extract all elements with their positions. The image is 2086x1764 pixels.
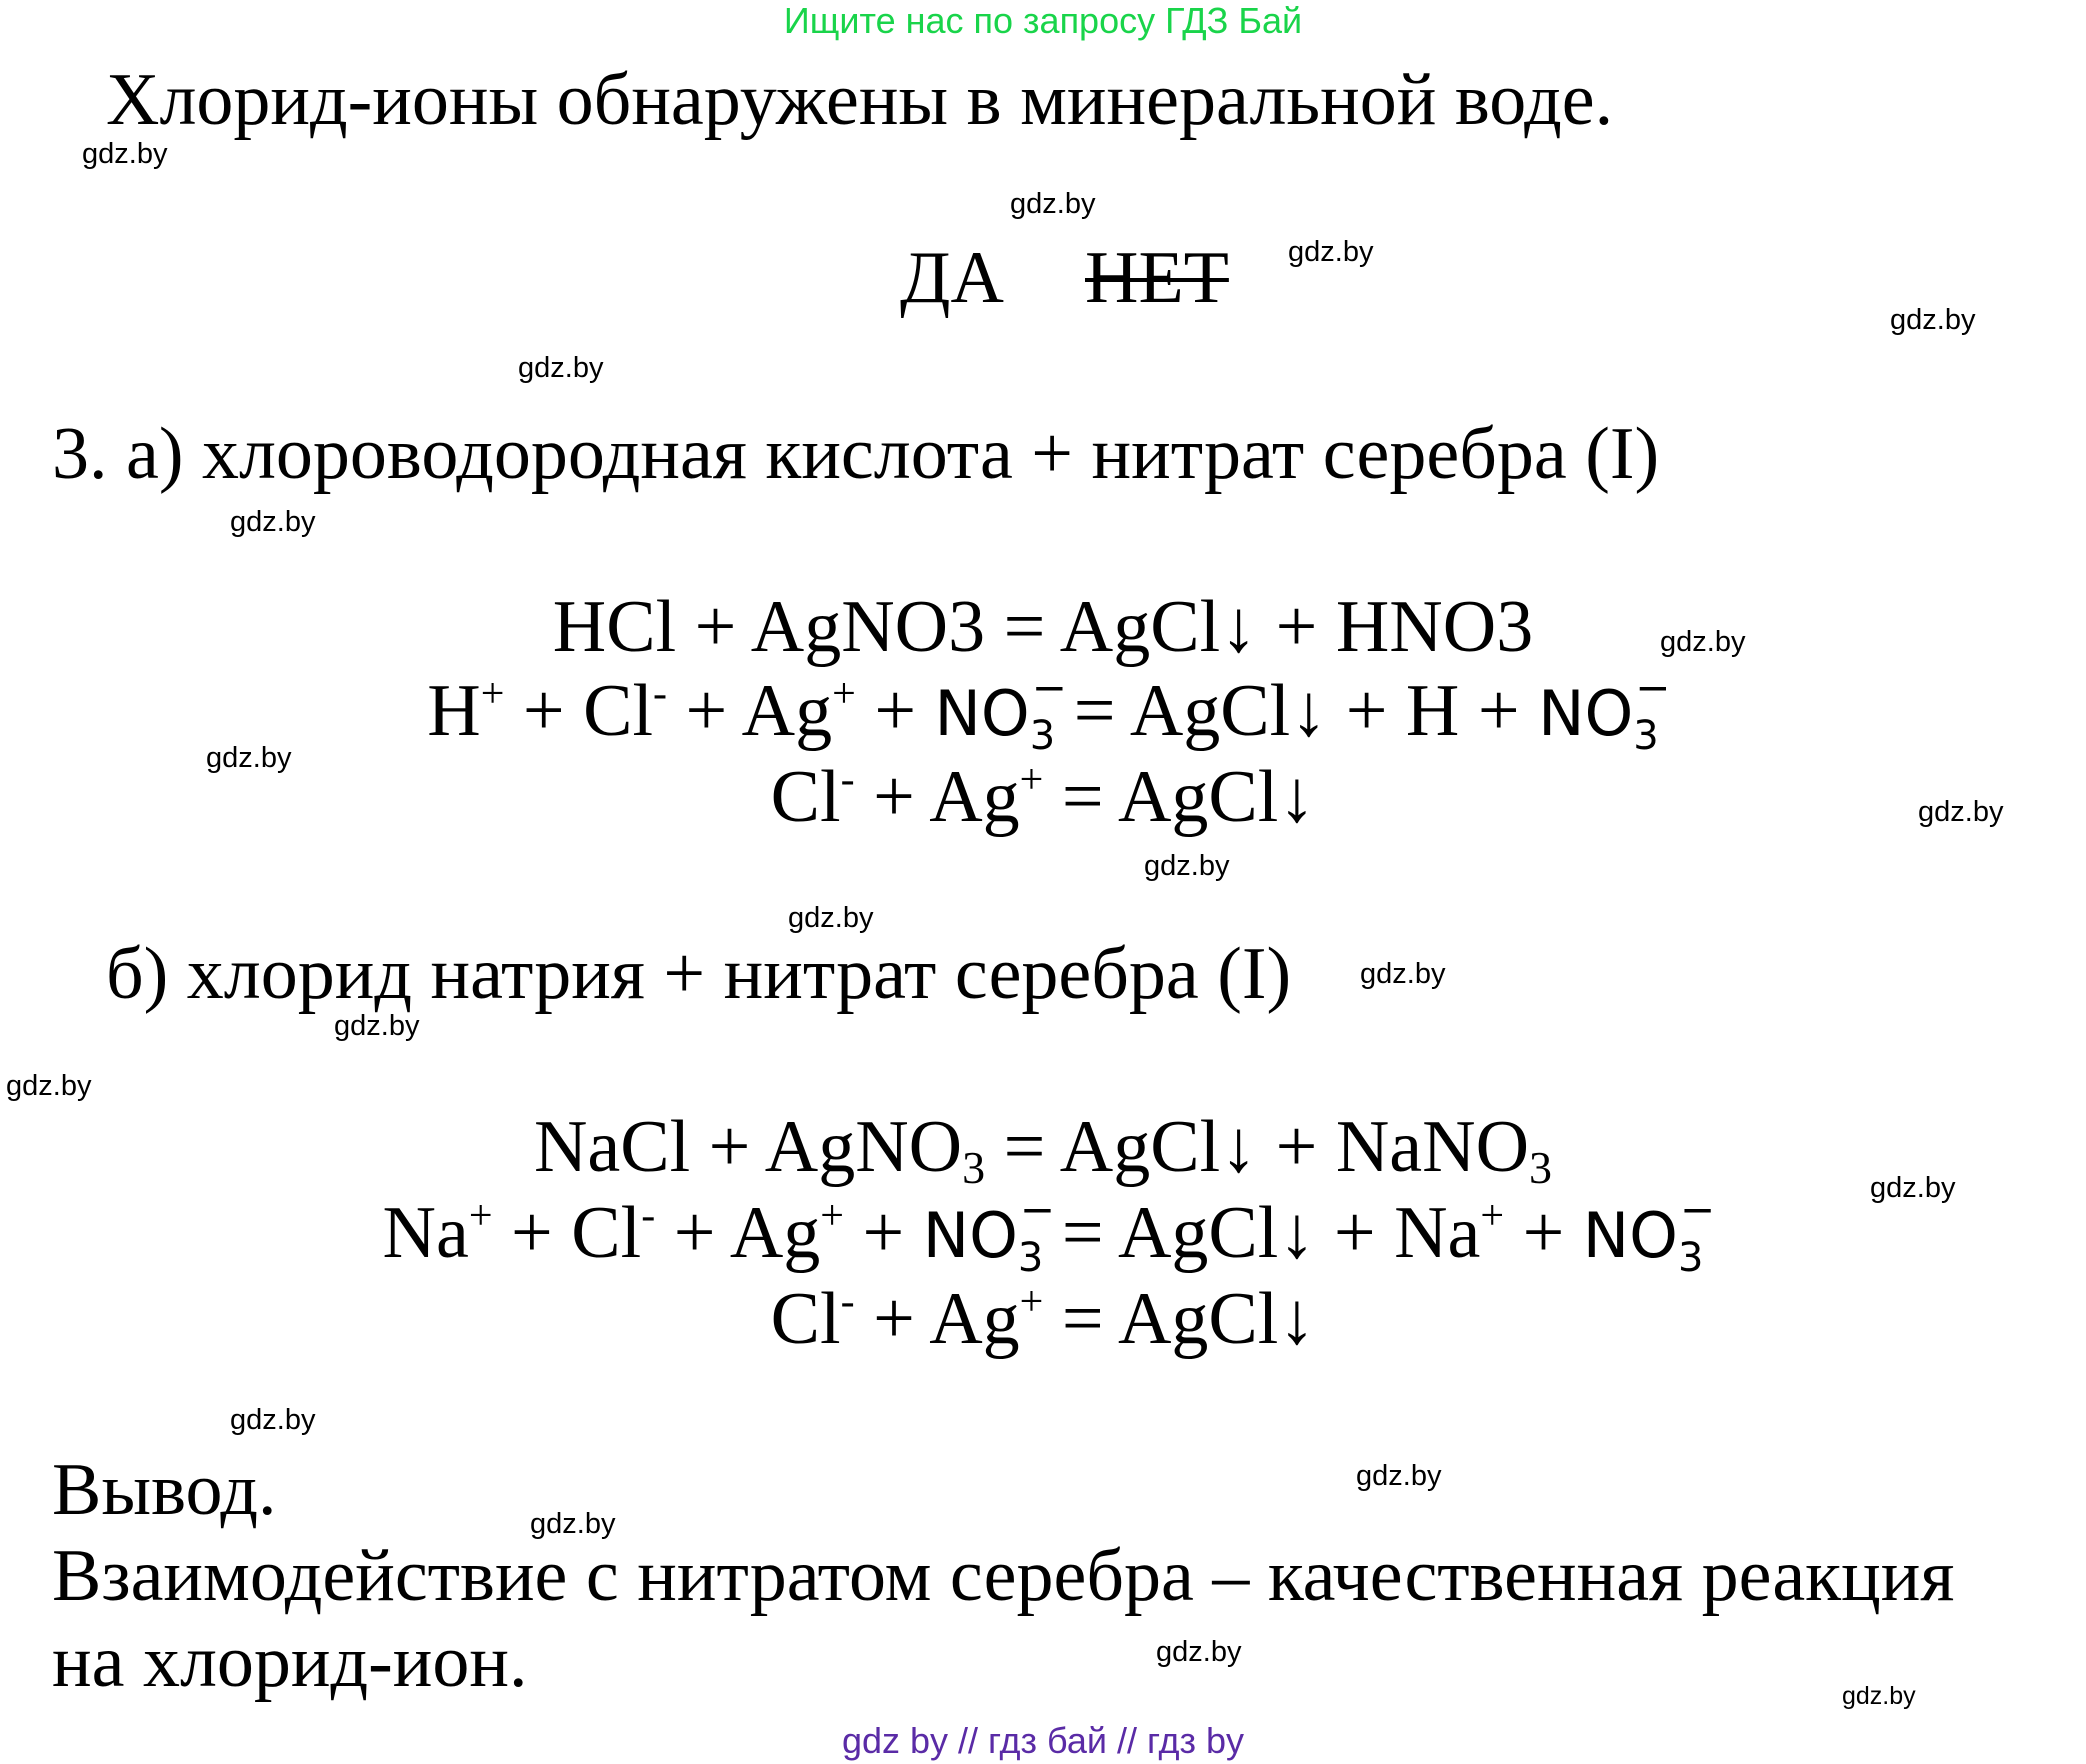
- ion-ag: + Ag: [655, 1192, 821, 1274]
- eq-a-molecular: HCl + AgNO3 = AgCl↓ + HNO3: [552, 586, 1534, 668]
- ion-ag: + Ag: [854, 756, 1020, 838]
- ion-no3: NO: [934, 677, 1030, 750]
- ion-ag: + Ag: [854, 1278, 1020, 1360]
- ion-no3: NO: [1538, 677, 1634, 750]
- charge: +: [1480, 1193, 1505, 1239]
- charge: -: [641, 1193, 656, 1239]
- watermark: gdz.by: [1356, 1460, 1442, 1492]
- ion-no3: NO: [922, 1199, 1018, 1272]
- task3-part-a-heading: 3. а) хлороводородная кислота + нитрат серебра (I): [52, 413, 1660, 495]
- lhs: NaCl + AgNO: [533, 1106, 963, 1188]
- plus: +: [1504, 1192, 1583, 1274]
- index: 3: [1677, 1235, 1704, 1281]
- rhs: = AgCl↓: [1043, 756, 1316, 838]
- watermark: gdz.by: [82, 138, 168, 170]
- rhs: = AgCl↓ + NaNO: [985, 1106, 1530, 1188]
- answer-yes: ДА: [900, 237, 1004, 319]
- rhs: = AgCl↓: [1043, 1278, 1316, 1360]
- watermark: gdz.by: [518, 352, 604, 384]
- watermark: gdz.by: [530, 1508, 616, 1540]
- plus: +: [843, 1192, 923, 1274]
- ion-cl: + Cl: [504, 670, 654, 752]
- watermark: gdz.by: [1288, 236, 1374, 268]
- ion-cl: Cl: [770, 756, 841, 838]
- index: 3: [962, 1142, 986, 1193]
- watermark: gdz.by: [1890, 304, 1976, 336]
- footer-links[interactable]: gdz by // гдз бай // гдз by: [841, 1720, 1245, 1761]
- charge: +: [1019, 1279, 1044, 1325]
- ion-no3: NO: [1582, 1199, 1678, 1272]
- index: 3: [1029, 713, 1056, 759]
- watermark: gdz.by: [788, 902, 874, 934]
- conclusion-title: Вывод.: [52, 1449, 277, 1531]
- index: 3: [1529, 1142, 1553, 1193]
- charge: -: [653, 671, 668, 717]
- ion-cl: Cl: [770, 1278, 841, 1360]
- watermark: gdz.by: [230, 506, 316, 538]
- rhs: = AgCl↓ + Na: [1043, 1192, 1481, 1274]
- watermark: gdz.by: [1870, 1172, 1956, 1204]
- eq-b-molecular: [0, 1102, 2086, 1192]
- eq-b-full-ionic: Na+ + Cl- + Ag+ + NO3 − = AgCl↓ + Na+ + NO3 −: [382, 1185, 1716, 1281]
- watermark: gdz.by: [1842, 1682, 1916, 1710]
- task3-part-b-heading: б) хлорид натрия + нитрат серебра (I): [106, 933, 1292, 1015]
- watermark: gdz.by: [1156, 1636, 1242, 1668]
- watermark: gdz.by: [334, 1010, 420, 1042]
- eq-a-full-ionic: H+ + Cl- + Ag+ + NO3 − = AgCl↓ + H + NO3 −: [427, 663, 1671, 759]
- rhs: = AgCl↓ + H +: [1055, 670, 1539, 752]
- watermark: gdz.by: [1360, 958, 1446, 990]
- watermark: gdz.by: [6, 1070, 92, 1102]
- search-hint-banner[interactable]: Ищите нас по запросу ГДЗ Бай: [783, 0, 1303, 41]
- charge: +: [832, 671, 856, 717]
- ion-cl: + Cl: [492, 1192, 642, 1274]
- eq-b-short-ionic: [0, 1274, 2086, 1364]
- eq-a-short-ionic: [0, 752, 2086, 842]
- charge: -: [840, 1279, 855, 1325]
- plus: +: [855, 670, 935, 752]
- index: 3: [1633, 713, 1659, 759]
- charge: -: [840, 757, 855, 803]
- index: 3: [1017, 1235, 1044, 1281]
- ion-na: Na: [382, 1192, 469, 1274]
- charge: +: [1019, 757, 1044, 803]
- ion-ag: + Ag: [667, 670, 833, 752]
- ion-h: H: [427, 670, 481, 752]
- charge: +: [480, 671, 505, 717]
- watermark: gdz.by: [1918, 796, 2004, 828]
- watermark: gdz.by: [1660, 626, 1746, 658]
- charge: +: [468, 1193, 493, 1239]
- charge: +: [820, 1193, 844, 1239]
- watermark: gdz.by: [230, 1404, 316, 1436]
- conclusion-line-2: на хлорид-ион.: [52, 1621, 528, 1703]
- watermark: gdz.by: [206, 742, 292, 774]
- answer-no-struck: НЕТ: [1085, 237, 1229, 319]
- conclusion-line-1: Взаимодействие с нитратом серебра – качественная реакция: [52, 1535, 1955, 1617]
- watermark: gdz.by: [1010, 188, 1096, 220]
- watermark: gdz.by: [1144, 850, 1230, 882]
- statement-text: Хлорид-ионы обнаружены в минеральной воде.: [106, 59, 1614, 141]
